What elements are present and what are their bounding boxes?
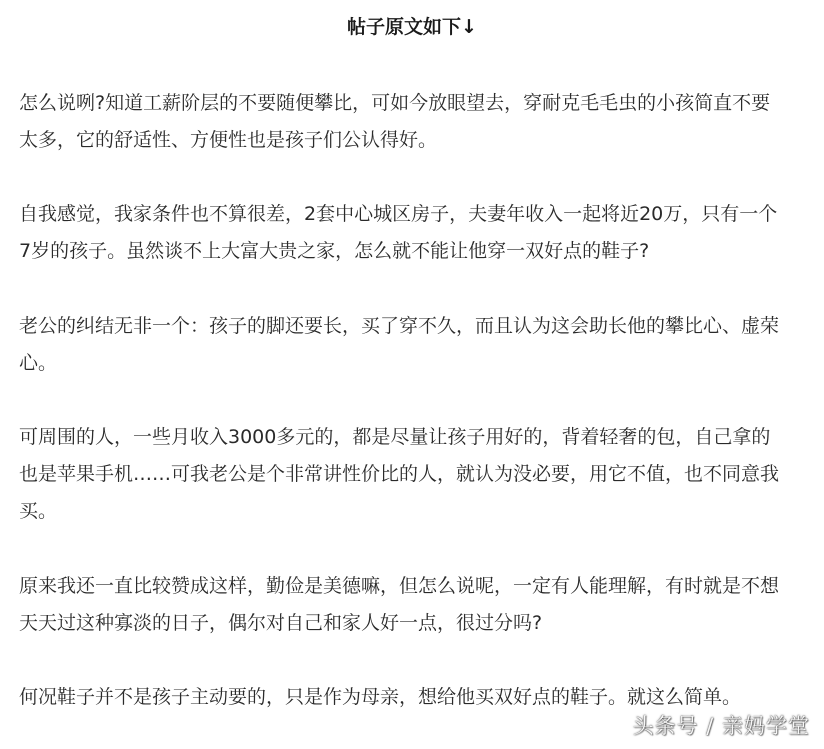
- article-title: 帖子原文如下↓: [347, 16, 477, 38]
- paragraph-line: 怎么说咧?知道工薪阶层的不要随便攀比，可如今放眼望去，穿耐克毛毛虫的小孩简直不要: [19, 92, 771, 114]
- paragraph-line: 何况鞋子并不是孩子主动要的，只是作为母亲，想给他买双好点的鞋子。就这么简单。: [19, 686, 742, 708]
- paragraph-line: 原来我还一直比较赞成这样，勤俭是美德嘛，但怎么说呢，一定有人能理解，有时就是不想: [19, 575, 780, 597]
- paragraph-line: 也是苹果手机……可我老公是个非常讲性价比的人，就认为没必要，用它不值，也不同意我: [19, 463, 780, 485]
- paragraph-5: [19, 568, 809, 642]
- paragraph-line: 老公的纠结无非一个：孩子的脚还要长，买了穿不久，而且认为这会助长他的攀比心、虚荣: [19, 315, 780, 337]
- paragraph-line: 心。: [19, 352, 58, 374]
- paragraph-line: 自我感觉，我家条件也不算很差，2套中心城区房子，夫妻年收入一起将近20万，只有一个: [19, 203, 778, 225]
- watermark-text: 头条号 / 亲妈学堂: [632, 714, 810, 738]
- paragraph-3: [19, 308, 809, 382]
- paragraph-4: [19, 419, 809, 530]
- paragraph-line: 买。: [19, 500, 58, 522]
- paragraph-line: 天天过这种寡淡的日子，偶尔对自己和家人好一点，很过分吗?: [19, 612, 543, 634]
- paragraph-line: 太多，它的舒适性、方便性也是孩子们公认得好。: [19, 129, 438, 151]
- paragraph-line: 7岁的孩子。虽然谈不上大富大贵之家，怎么就不能让他穿一双好点的鞋子?: [19, 240, 650, 262]
- paragraph-1: [19, 85, 809, 159]
- paragraph-line: 可周围的人，一些月收入3000多元的，都是尽量让孩子用好的，背着轻奢的包，自己拿的: [19, 426, 771, 448]
- paragraph-2: [19, 196, 809, 270]
- paragraph-6: [19, 679, 809, 716]
